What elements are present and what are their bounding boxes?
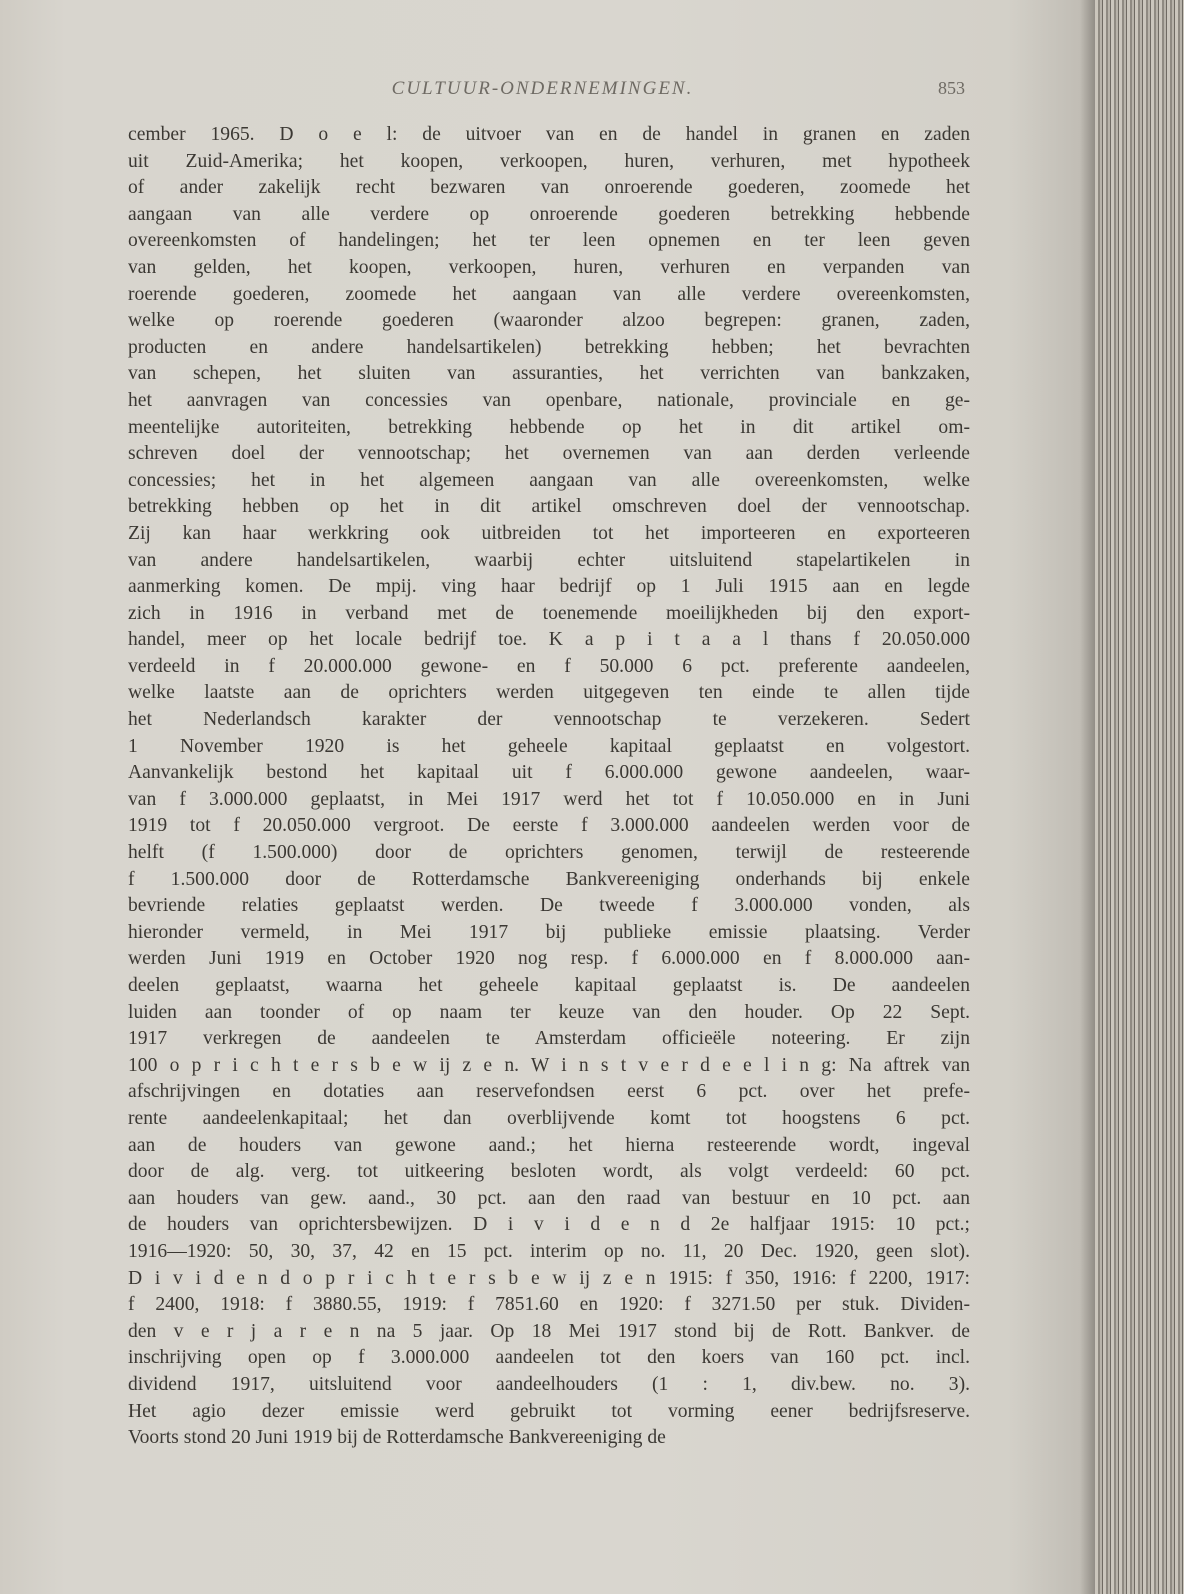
text-line: of ander zakelijk recht bezwaren van onroerende goederen, zoomede het xyxy=(128,177,970,199)
body-text xyxy=(128,122,970,1452)
text-line: welke laatste aan de oprichters werden uitgegeven ten einde te allen tijde xyxy=(128,682,970,704)
page-number: 853 xyxy=(938,78,965,98)
text-line: Het agio dezer emissie werd gebruikt tot vorming eener bedrijfsreserve. xyxy=(128,1400,970,1422)
text-line: uit Zuid-Amerika; het koopen, verkoopen, huren, verhuren, met hypotheek xyxy=(128,150,970,172)
text-line: door de alg. verg. tot uitkeering besloten wordt, als volgt verdeeld: 60 pct. xyxy=(128,1161,970,1183)
text-line: helft (f 1.500.000) door de oprichters genomen, terwijl de resteerende xyxy=(128,842,970,864)
text-line: D i v i d e n d o p r i c h t e r s b e w ij z e n 1915: f 350, 1916: f 2200, 1917: xyxy=(128,1267,970,1289)
text-line: aan de houders van gewone aand.; het hierna resteerende wordt, ingeval xyxy=(128,1134,970,1156)
page-header xyxy=(120,78,965,108)
text-line: van schepen, het sluiten van assuranties, het verrichten van bankzaken, xyxy=(128,363,970,385)
text-line: overeenkomsten of handelingen; het ter leen opnemen en ter leen geven xyxy=(128,230,970,252)
text-line: luiden aan toonder of op naam ter keuze van den houder. Op 22 Sept. xyxy=(128,1001,970,1023)
text-line: inschrijving open op f 3.000.000 aandeelen tot den koers van 160 pct. incl. xyxy=(128,1347,970,1369)
text-line: de houders van oprichtersbewijzen. D i v i d e n d 2e halfjaar 1915: 10 pct.; xyxy=(128,1214,970,1236)
text-line: welke op roerende goederen (waaronder alzoo begrepen: granen, zaden, xyxy=(128,310,970,332)
text-line: van f 3.000.000 geplaatst, in Mei 1917 werd het tot f 10.050.000 en in Juni xyxy=(128,788,970,810)
text-line: 100 o p r i c h t e r s b e w ij z e n. W i n s t v e r d e e l i n g: Na aftrek van xyxy=(128,1054,970,1076)
text-line: het Nederlandsch karakter der vennootschap te verzekeren. Sedert xyxy=(128,709,970,731)
text-line: dividend 1917, uitsluitend voor aandeelhouders (1 : 1, div.bew. no. 3). xyxy=(128,1373,970,1395)
text-line: roerende goederen, zoomede het aangaan van alle verdere overeenkomsten, xyxy=(128,283,970,305)
text-line: het aanvragen van concessies van openbare, nationale, provinciale en ge- xyxy=(128,389,970,411)
text-line: handel, meer op het locale bedrijf toe. K a p i t a a l thans f 20.050.000 xyxy=(128,629,970,651)
book-binding-edge xyxy=(1095,0,1184,1594)
text-line: bevriende relaties geplaatst werden. De tweede f 3.000.000 vonden, als xyxy=(128,895,970,917)
text-line: afschrijvingen en dotaties aan reservefondsen eerst 6 pct. over het prefe- xyxy=(128,1081,970,1103)
text-line: meentelijke autoriteiten, betrekking hebbende op het in dit artikel om- xyxy=(128,416,970,438)
text-line: aangaan van alle verdere op onroerende goederen betrekking hebbende xyxy=(128,203,970,225)
text-line: rente aandeelenkapitaal; het dan overblijvende komt tot hoogstens 6 pct. xyxy=(128,1107,970,1129)
text-line: van gelden, het koopen, verkoopen, huren, verhuren en verpanden van xyxy=(128,256,970,278)
text-line: Aanvankelijk bestond het kapitaal uit f 6.000.000 gewone aandeelen, waar- xyxy=(128,762,970,784)
text-line: Voorts stond 20 Juni 1919 bij de Rotterdamsche Bankvereeniging de xyxy=(128,1427,666,1449)
text-line: schreven doel der vennootschap; het overnemen van aan derden verleende xyxy=(128,443,970,465)
text-line: concessies; het in het algemeen aangaan van alle overeenkomsten, welke xyxy=(128,469,970,491)
text-line: 1917 verkregen de aandeelen te Amsterdam officieële noteering. Er zijn xyxy=(128,1028,970,1050)
text-line: aan houders van gew. aand., 30 pct. aan den raad van bestuur en 10 pct. aan xyxy=(128,1187,970,1209)
text-line: werden Juni 1919 en October 1920 nog resp. f 6.000.000 en f 8.000.000 aan- xyxy=(128,948,970,970)
text-line: cember 1965. D o e l: de uitvoer van en de handel in granen en zaden xyxy=(128,124,970,145)
text-line: 1 November 1920 is het geheele kapitaal geplaatst en volgestort. xyxy=(128,735,970,757)
text-line: f 1.500.000 door de Rotterdamsche Bankvereeniging onderhands bij enkele xyxy=(128,868,970,890)
text-line: Zij kan haar werkkring ook uitbreiden tot het importeeren en exporteeren xyxy=(128,522,970,544)
text-line: zich in 1916 in verband met de toenemende moeilijkheden bij den export- xyxy=(128,602,970,624)
text-line: verdeeld in f 20.000.000 gewone- en f 50.000 6 pct. preferente aandeelen, xyxy=(128,655,970,677)
text-line: aanmerking komen. De mpij. ving haar bedrijf op 1 Juli 1915 aan en legde xyxy=(128,576,970,598)
text-line: f 2400, 1918: f 3880.55, 1919: f 7851.60 en 1920: f 3271.50 per stuk. Dividen- xyxy=(128,1294,970,1316)
text-line: van andere handelsartikelen, waarbij echter uitsluitend stapelartikelen in xyxy=(128,549,970,571)
text-line: betrekking hebben op het in dit artikel omschreven doel der vennootschap. xyxy=(128,496,970,518)
running-title: CULTUUR-ONDERNEMINGEN. xyxy=(391,78,694,99)
text-line: 1919 tot f 20.050.000 vergroot. De eerste f 3.000.000 aandeelen werden voor de xyxy=(128,815,970,837)
text-line: deelen geplaatst, waarna het geheele kapitaal geplaatst is. De aandeelen xyxy=(128,975,970,996)
text-line: hieronder vermeld, in Mei 1917 bij publieke emissie plaatsing. Verder xyxy=(128,921,970,943)
text-line: producten en andere handelsartikelen) betrekking hebben; het bevrachten xyxy=(128,336,970,358)
text-line: den v e r j a r e n na 5 jaar. Op 18 Mei 1917 stond bij de Rott. Bankver. de xyxy=(128,1320,970,1342)
text-line: 1916—1920: 50, 30, 37, 42 en 15 pct. interim op no. 11, 20 Dec. 1920, geen slot). xyxy=(128,1240,970,1262)
